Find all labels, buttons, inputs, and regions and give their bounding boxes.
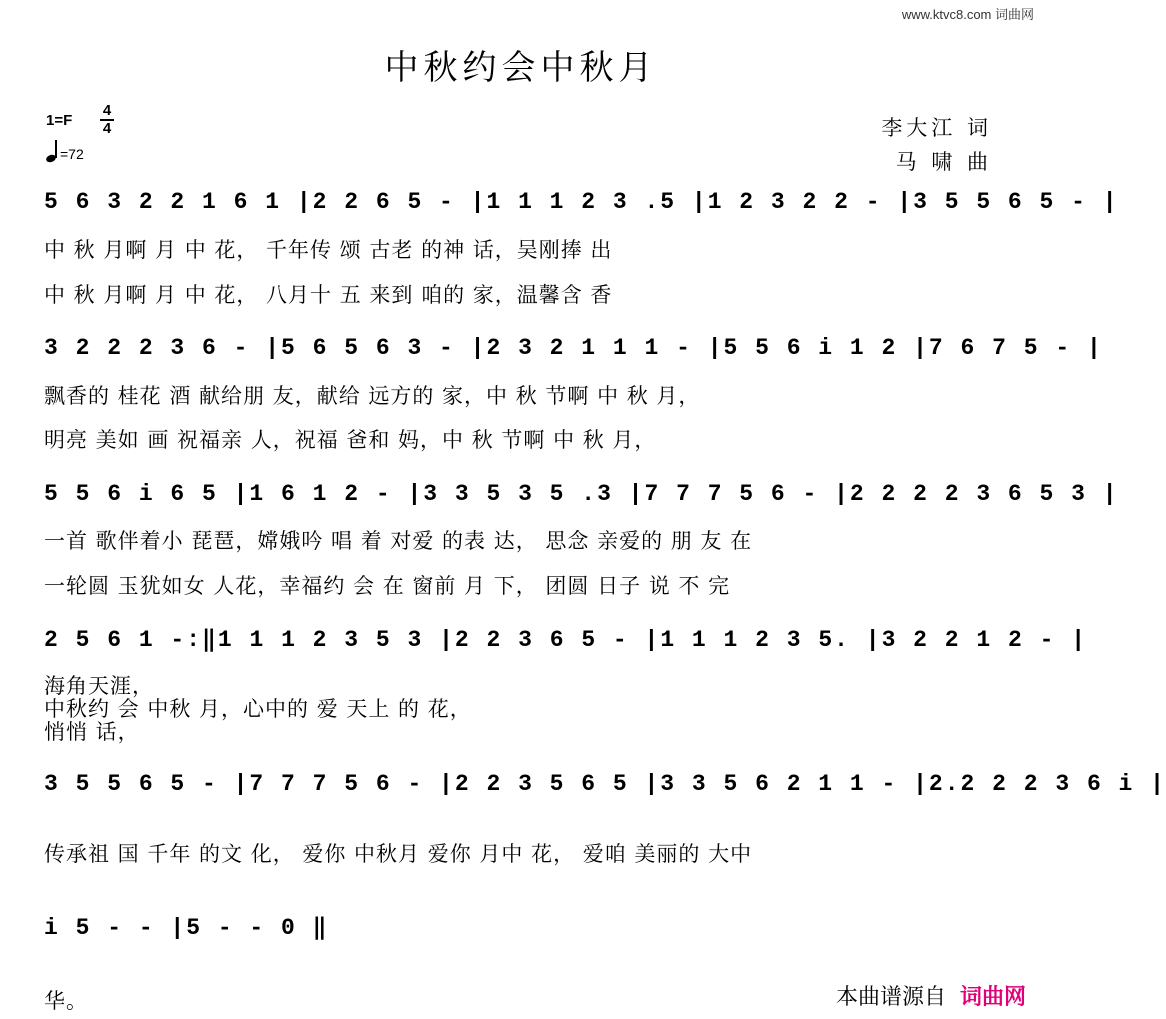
lyric-line-2a: 飘香的 桂花 酒 献给朋 友，献给 远方的 家，中 秋 节啊 中 秋 月， — [44, 384, 701, 408]
tempo-marking — [46, 140, 84, 162]
site-watermark: www.ktvc8.com 词曲网 — [901, 7, 1034, 22]
notation-line-4: 2 5 6 1 -:‖1 1 1 2 3 5 3 |2 2 3 6 5 - |1 1 1 2 3 5. |3 2 2 1 2 - | — [44, 627, 1087, 653]
lyric-line-4a: 海角天涯， — [44, 674, 154, 698]
notation-line-3: 5 5 6 i 6 5 |1 6 1 2 - |3 3 5 3 5 .3 |7 7 7 5 6 - |2 2 2 2 3 6 5 3 | — [44, 481, 1119, 507]
quarter-note-icon — [46, 140, 58, 162]
time-signature — [100, 103, 114, 137]
lyric-line-4b: 悄悄 话， — [44, 720, 140, 744]
footer-source — [836, 980, 1026, 1011]
time-signature-top: 4 — [102, 102, 112, 119]
notation-line-6: i 5 - - |5 - - 0 ‖ — [44, 915, 329, 941]
notation-line-5: 3 5 5 6 5 - |7 7 7 5 6 - |2 2 3 5 6 5 |3 3 5 6 2 1 1 - |2.2 2 2 3 6 i | — [44, 771, 1166, 797]
lyric-line-3a: 一首 歌伴着小 琵琶，嫦娥吟 唱 着 对爱 的表 达， 思念 亲爱的 朋 友 在 — [44, 529, 753, 553]
notation-line-2: 3 2 2 2 3 6 - |5 6 5 6 3 - |2 3 2 1 1 1 - |5 5 6 i 1 2 |7 6 7 5 - | — [44, 335, 1103, 361]
key-signature: 1=F — [46, 112, 73, 129]
lyricist-credit: 李大江 词 — [881, 116, 992, 140]
footer-source-text: 本曲谱源自 — [835, 985, 946, 1010]
lyric-line-1a: 中 秋 月啊 月 中 花， 千年传 颂 古老 的神 话，吴刚捧 出 — [44, 238, 613, 262]
time-signature-bottom: 4 — [102, 120, 112, 137]
composer-credit: 马 啸 曲 — [895, 150, 992, 174]
lyric-line-3b: 一轮圆 玉犹如女 人花，幸福约 会 在 窗前 月 下， 团圆 日子 说 不 完 — [44, 574, 731, 598]
lyric-line-2b: 明亮 美如 画 祝福亲 人，祝福 爸和 妈，中 秋 节啊 中 秋 月， — [44, 428, 657, 452]
tempo-value: =72 — [60, 146, 84, 162]
lyric-line-6: 华。 — [44, 989, 88, 1013]
footer-brand[interactable]: 词曲网 — [959, 985, 1026, 1010]
lyric-line-4-chorus: 中秋约 会 中秋 月，心中的 爱 天上 的 花， — [44, 697, 472, 721]
lyric-line-5: 传承祖 国 千年 的文 化， 爱你 中秋月 爱你 月中 花， 爱咱 美丽的 大中 — [44, 842, 753, 866]
notation-line-1: 5 6 3 2 2 1 6 1 |2 2 6 5 - |1 1 1 2 3 .5 |1 2 3 2 2 - |3 5 5 6 5 - | — [44, 189, 1119, 215]
lyric-line-1b: 中 秋 月啊 月 中 花， 八月十 五 来到 咱的 家，温馨含 香 — [44, 283, 613, 307]
song-title: 中秋约会中秋月 — [384, 48, 658, 88]
